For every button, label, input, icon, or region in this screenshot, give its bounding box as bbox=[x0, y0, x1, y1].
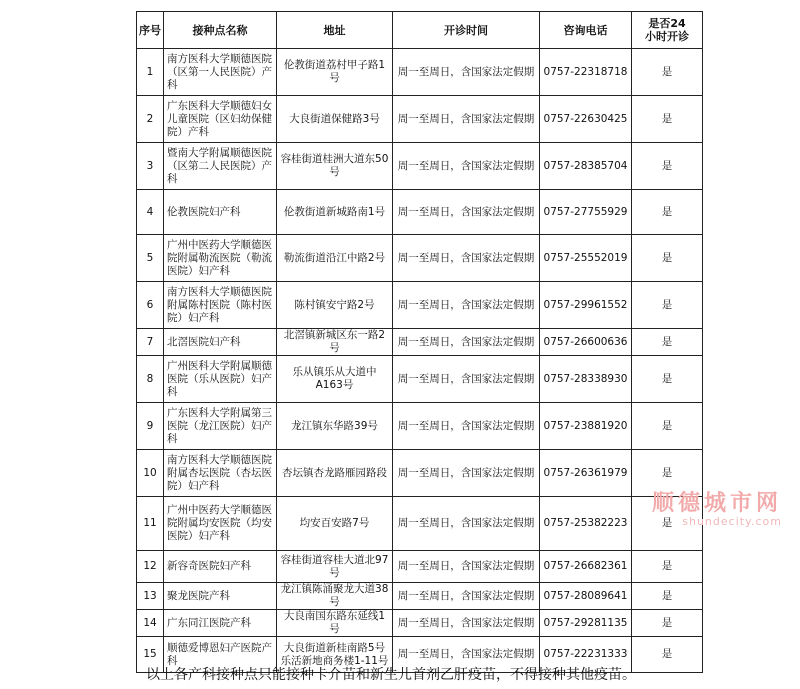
row-24h: 是 bbox=[632, 235, 703, 282]
row-address: 龙江镇陈涌聚龙大道38号 bbox=[277, 583, 393, 610]
watermark-cn: 顺德城市网 bbox=[651, 491, 782, 516]
row-phone: 0757-26361979 bbox=[540, 450, 632, 497]
row-24h: 是 bbox=[632, 96, 703, 143]
row-name: 北滘医院妇产科 bbox=[164, 329, 277, 356]
row-address: 勒流街道沿江中路2号 bbox=[277, 235, 393, 282]
row-no: 2 bbox=[137, 96, 164, 143]
table-row bbox=[137, 583, 703, 610]
row-no: 5 bbox=[137, 235, 164, 282]
header-phone: 咨询电话 bbox=[540, 12, 632, 49]
row-name: 广东同江医院产科 bbox=[164, 610, 277, 637]
row-phone: 0757-29281135 bbox=[540, 610, 632, 637]
row-address: 大良南国东路东延线1号 bbox=[277, 610, 393, 637]
row-name: 广州医科大学附属顺德医院（乐从医院）妇产科 bbox=[164, 356, 277, 403]
row-hours: 周一至周日，含国家法定假期 bbox=[393, 497, 540, 551]
row-phone: 0757-26600636 bbox=[540, 329, 632, 356]
row-24h: 是 bbox=[632, 637, 703, 673]
row-no: 10 bbox=[137, 450, 164, 497]
row-24h: 是 bbox=[632, 403, 703, 450]
row-address: 伦教街道荔村甲子路1号 bbox=[277, 49, 393, 96]
row-no: 3 bbox=[137, 143, 164, 190]
row-phone: 0757-23881920 bbox=[540, 403, 632, 450]
header-no: 序号 bbox=[137, 12, 164, 49]
table-row bbox=[137, 49, 703, 96]
table-row bbox=[137, 143, 703, 190]
row-phone: 0757-27755929 bbox=[540, 190, 632, 235]
row-name: 新容奇医院妇产科 bbox=[164, 551, 277, 583]
row-no: 11 bbox=[137, 497, 164, 551]
row-24h: 是 bbox=[632, 450, 703, 497]
row-hours: 周一至周日，含国家法定假期 bbox=[393, 96, 540, 143]
row-address: 伦教街道新城路南1号 bbox=[277, 190, 393, 235]
row-hours: 周一至周日，含国家法定假期 bbox=[393, 583, 540, 610]
row-no: 13 bbox=[137, 583, 164, 610]
header-24h bbox=[632, 12, 703, 49]
row-no: 7 bbox=[137, 329, 164, 356]
row-no: 15 bbox=[137, 637, 164, 673]
table-row bbox=[137, 235, 703, 282]
table-row bbox=[137, 329, 703, 356]
row-no: 8 bbox=[137, 356, 164, 403]
row-name: 南方医科大学顺德医院（区第一人民医院）产科 bbox=[164, 49, 277, 96]
row-24h: 是 bbox=[632, 49, 703, 96]
row-phone: 0757-29961552 bbox=[540, 282, 632, 329]
row-phone: 0757-22231333 bbox=[540, 637, 632, 673]
row-24h: 是 bbox=[632, 356, 703, 403]
row-phone: 0757-22318718 bbox=[540, 49, 632, 96]
row-24h: 是 bbox=[632, 329, 703, 356]
table-row bbox=[137, 551, 703, 583]
row-no: 12 bbox=[137, 551, 164, 583]
table-row bbox=[137, 282, 703, 329]
vaccination-sites-table bbox=[136, 11, 703, 673]
table-body bbox=[137, 49, 703, 673]
row-name: 广东医科大学顺德妇女儿童医院（区妇幼保健院）产科 bbox=[164, 96, 277, 143]
row-hours: 周一至周日，含国家法定假期 bbox=[393, 356, 540, 403]
row-name: 伦教医院妇产科 bbox=[164, 190, 277, 235]
row-24h: 是 bbox=[632, 190, 703, 235]
row-phone: 0757-28385704 bbox=[540, 143, 632, 190]
row-phone: 0757-25552019 bbox=[540, 235, 632, 282]
row-24h: 是 bbox=[632, 497, 703, 551]
table-header-row bbox=[137, 12, 703, 49]
row-name: 广州中医药大学顺德医院附属勒流医院（勒流医院）妇产科 bbox=[164, 235, 277, 282]
table-row bbox=[137, 190, 703, 235]
row-hours: 周一至周日，含国家法定假期 bbox=[393, 403, 540, 450]
row-no: 4 bbox=[137, 190, 164, 235]
row-name: 暨南大学附属顺德医院（区第二人民医院）产科 bbox=[164, 143, 277, 190]
header-hours: 开诊时间 bbox=[393, 12, 540, 49]
row-24h: 是 bbox=[632, 610, 703, 637]
row-phone: 0757-28338930 bbox=[540, 356, 632, 403]
table-row bbox=[137, 356, 703, 403]
row-hours: 周一至周日，含国家法定假期 bbox=[393, 282, 540, 329]
row-name: 南方医科大学顺德医院附属杏坛医院（杏坛医院）妇产科 bbox=[164, 450, 277, 497]
watermark bbox=[612, 486, 782, 528]
row-address: 陈村镇安宁路2号 bbox=[277, 282, 393, 329]
row-address: 杏坛镇杏龙路雁园路段 bbox=[277, 450, 393, 497]
row-hours: 周一至周日，含国家法定假期 bbox=[393, 610, 540, 637]
row-hours: 周一至周日，含国家法定假期 bbox=[393, 190, 540, 235]
row-24h: 是 bbox=[632, 282, 703, 329]
row-hours: 周一至周日，含国家法定假期 bbox=[393, 551, 540, 583]
row-no: 1 bbox=[137, 49, 164, 96]
row-no: 6 bbox=[137, 282, 164, 329]
row-no: 14 bbox=[137, 610, 164, 637]
row-name: 聚龙医院产科 bbox=[164, 583, 277, 610]
row-address: 大良街道保健路3号 bbox=[277, 96, 393, 143]
watermark-en: shundecity.com bbox=[682, 515, 782, 528]
row-phone: 0757-22630425 bbox=[540, 96, 632, 143]
row-hours: 周一至周日，含国家法定假期 bbox=[393, 143, 540, 190]
row-name: 广州中医药大学顺德医院附属均安医院（均安医院）妇产科 bbox=[164, 497, 277, 551]
row-phone: 0757-25382223 bbox=[540, 497, 632, 551]
clinic-table-wrapper bbox=[136, 11, 702, 673]
row-address: 容桂街道桂洲大道东50号 bbox=[277, 143, 393, 190]
table-row bbox=[137, 96, 703, 143]
row-no: 9 bbox=[137, 403, 164, 450]
row-address: 乐从镇乐从大道中A163号 bbox=[277, 356, 393, 403]
row-hours: 周一至周日，含国家法定假期 bbox=[393, 49, 540, 96]
row-24h: 是 bbox=[632, 551, 703, 583]
table-row bbox=[137, 403, 703, 450]
row-address: 大良街道新桂南路5号乐活新地商务楼1-11号 bbox=[277, 637, 393, 673]
row-24h: 是 bbox=[632, 583, 703, 610]
footnote: 以上各产科接种点只能接种卡介苗和新生儿首剂乙肝疫苗，不得接种其他疫苗。 bbox=[146, 667, 636, 683]
row-hours: 周一至周日，含国家法定假期 bbox=[393, 235, 540, 282]
header-name: 接种点名称 bbox=[164, 12, 277, 49]
row-hours: 周一至周日，含国家法定假期 bbox=[393, 637, 540, 673]
row-address: 均安百安路7号 bbox=[277, 497, 393, 551]
row-hours: 周一至周日，含国家法定假期 bbox=[393, 450, 540, 497]
header-24h-text: 是否24 小时开诊 bbox=[645, 17, 689, 43]
row-name: 顺德爱博恩妇产医院产科 bbox=[164, 637, 277, 673]
table-row bbox=[137, 610, 703, 637]
row-24h: 是 bbox=[632, 143, 703, 190]
row-phone: 0757-28089641 bbox=[540, 583, 632, 610]
row-hours: 周一至周日，含国家法定假期 bbox=[393, 329, 540, 356]
header-address: 地址 bbox=[277, 12, 393, 49]
row-phone: 0757-26682361 bbox=[540, 551, 632, 583]
row-address: 容桂街道容桂大道北97号 bbox=[277, 551, 393, 583]
row-address: 龙江镇东华路39号 bbox=[277, 403, 393, 450]
row-address: 北滘镇新城区东一路2号 bbox=[277, 329, 393, 356]
row-name: 南方医科大学顺德医院附属陈村医院（陈村医院）妇产科 bbox=[164, 282, 277, 329]
row-name: 广东医科大学附属第三医院（龙江医院）妇产科 bbox=[164, 403, 277, 450]
